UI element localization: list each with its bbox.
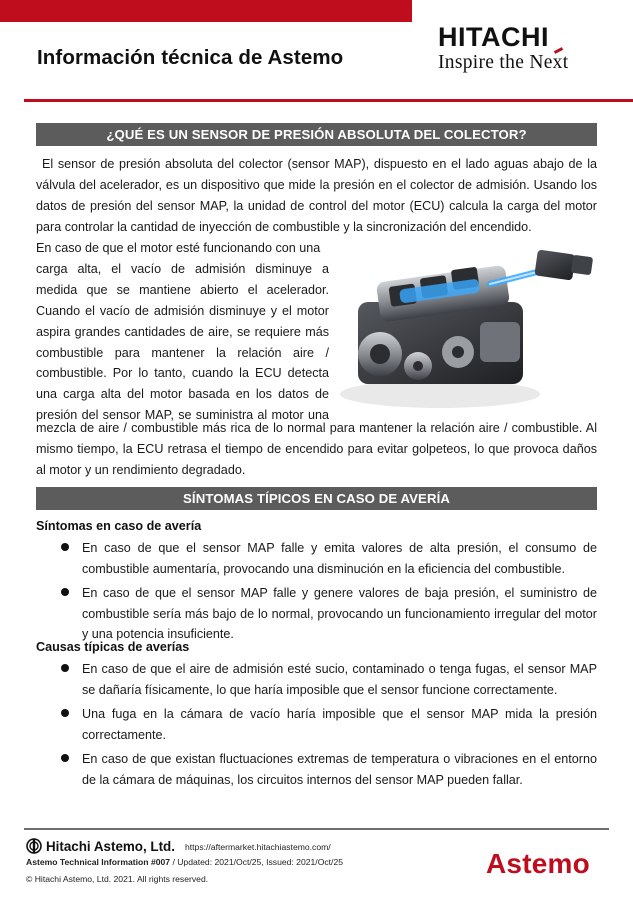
top-accent-bar [0, 0, 412, 22]
hitachi-mark-icon [26, 838, 42, 854]
wrapped-line: presión del sensor MAP, se suministra al motor una [36, 408, 329, 423]
section-heading-symptoms: SÍNTOMAS TÍPICOS EN CASO DE AVERÍA [36, 487, 597, 510]
list-item [36, 749, 597, 790]
wrapped-line: Cuando el vacío de admisión disminuye y el motor [36, 303, 329, 318]
bullet-icon [61, 664, 69, 672]
continuation-paragraph: mezcla de aire / combustible más rica de lo normal para mantener la relación aire / combustible. Al mismo tiempo, la ECU retrasa el tiempo de encendido para evitar golpeteos, lo que provoca daños al motor y un rendimiento degradado. [36, 421, 597, 477]
engine-illustration [340, 244, 602, 416]
astemo-logo: Astemo [486, 848, 590, 879]
wrapped-line: En caso de que el motor esté funcionando con una [36, 241, 321, 255]
causes-list [36, 659, 597, 794]
footer-doc-id: Astemo Technical Information #007 [26, 857, 171, 867]
list-item [36, 583, 597, 645]
list-item-text: En caso de que el aire de admisión esté sucio, contaminado o tenga fugas, el sensor MAP se dañaría físicamente, lo que haría imposible que el sensor funcione correctamente. [82, 662, 597, 697]
hitachi-logo [438, 22, 618, 74]
list-item [36, 659, 597, 700]
footer-doc-info [26, 857, 343, 867]
footer-divider [24, 828, 609, 830]
list-item-text: En caso de que el sensor MAP falle y emita valores de alta presión, el consumo de combustible aumentaría, provocando una disminución en la eficiencia del combustible. [82, 541, 597, 576]
wrapped-line: aspira grandes cantidades de aire, se requiere más [36, 324, 329, 339]
intro-paragraph: El sensor de presión absoluta del colector (sensor MAP), dispuesto en el lado aguas abajo de la válvula del acelerador, es un dispositivo que mide la presión en el colector de admisión. Usando los datos de presión del sensor MAP, la unidad de control del motor (ECU) calcula la carga del motor para controlar la cantidad de inyección de combustible y la sincronización del encendido. [36, 157, 597, 234]
footer-dates: / Updated: 2021/Oct/25, Issued: 2021/Oct/25 [170, 857, 344, 867]
footer-url-link[interactable]: https://aftermarket.hitachiastemo.com/ [185, 842, 331, 852]
page-title: Información técnica de Astemo [37, 46, 344, 69]
list-item-text: Una fuga en la cámara de vacío haría imposible que el sensor MAP mida la presión correctamente. [82, 707, 597, 742]
header-divider [24, 99, 633, 102]
symptoms-subheading: Síntomas en caso de avería [36, 519, 202, 533]
wrapped-line: carga alta, el vacío de admisión disminuye a [36, 261, 329, 276]
bullet-icon [61, 588, 69, 596]
brand-name: HITACHI [438, 22, 549, 52]
wrapped-line: combustible. Por lo tanto, cuando la ECU detecta [36, 366, 329, 381]
brand-tagline [438, 52, 618, 74]
bullet-icon [61, 754, 69, 762]
symptoms-list [36, 538, 597, 649]
footer-company [26, 838, 175, 854]
wrapped-line: medida que se mantiene abierto el acelerador. [36, 282, 329, 297]
wrapped-line: una carga alta del motor basada en los datos de [36, 387, 329, 402]
list-item [36, 704, 597, 745]
causes-subheading: Causas típicas de averías [36, 640, 190, 654]
brand-tagline-part: Inspire the Ne [438, 52, 553, 73]
section-heading-what-is: ¿QUÉ ES UN SENSOR DE PRESIÓN ABSOLUTA DEL COLECTOR? [36, 123, 597, 146]
bullet-icon [61, 543, 69, 551]
footer-company-name: Hitachi Astemo, Ltd. [46, 838, 175, 854]
footer-copyright: © Hitachi Astemo, Ltd. 2021. All rights reserved. [26, 874, 209, 884]
brand-tagline-x: x [552, 52, 563, 73]
list-item [36, 538, 597, 579]
bullet-icon [61, 709, 69, 717]
list-item-text: En caso de que existan fluctuaciones extremas de temperatura o vibraciones en el entorno de la cámara de máquinas, los circuitos internos del sensor MAP pueden fallar. [82, 752, 597, 787]
brand-tagline-part: t [562, 52, 569, 73]
list-item-text: En caso de que el sensor MAP falle y genere valores de baja presión, el suministro de combustible sería más bajo de lo normal, provocando un funcionamiento irregular del motor y una potencia insuficiente. [82, 586, 597, 641]
wrapped-line: combustible para mantener la relación aire / [36, 345, 329, 360]
